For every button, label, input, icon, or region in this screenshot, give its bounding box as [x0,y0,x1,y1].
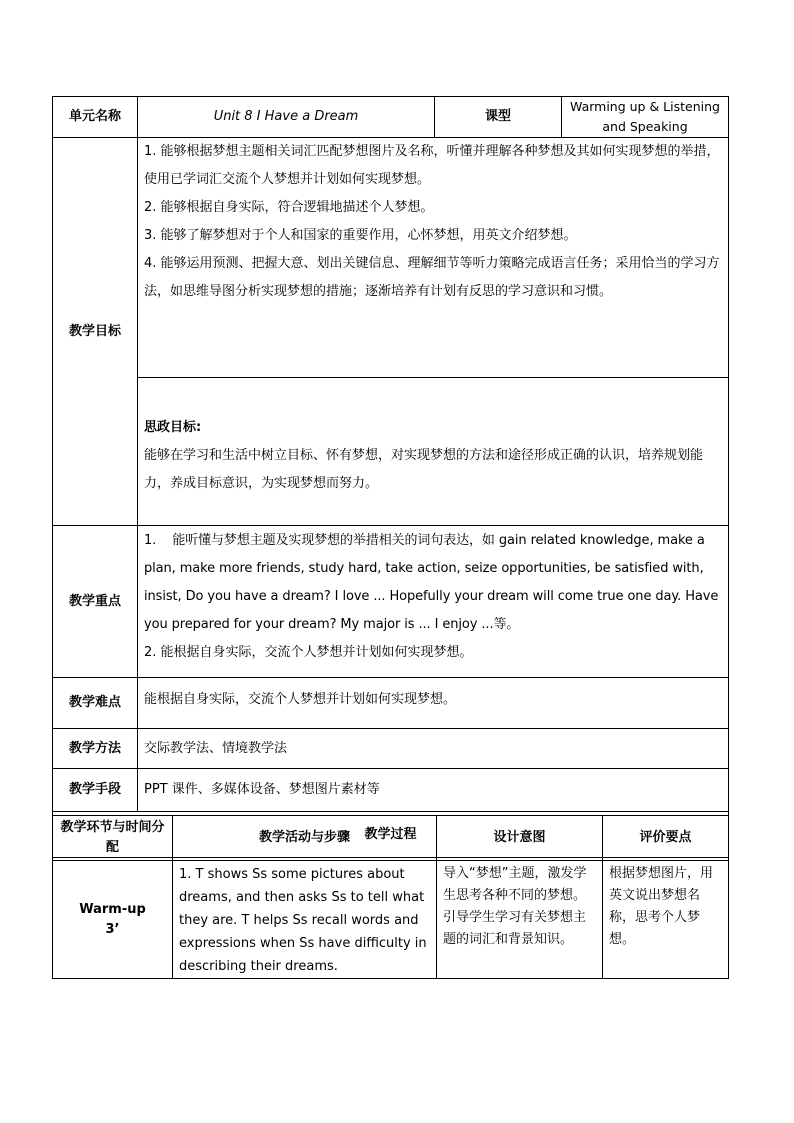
ideology-cell [138,378,729,526]
process-table [52,815,729,979]
method-row [53,729,729,769]
objective-item-3: 3. 能够了解梦想对于个人和国家的重要作用，心怀梦想，用英文介绍梦想。 [144,228,577,243]
key-point-item-1: 1. 能听懂与梦想主题及实现梦想的举措相关的词句表达，如 gain related knowledge, make a plan, make more friends, study hard, take action, seize opportunities, be satisfied with, insist, Do you have a dream? I love ... Hopefully your dream will come true one day. Have you prepared for your dream? My major is ... I enjoy ...等。 [144,533,719,632]
objective-item-1: 1. 能够根据梦想主题相关词汇匹配梦想图片及名称，听懂并理解各种梦想及其如何实现梦想的举措，使用已学词汇交流个人梦想并计划如何实现梦想。 [144,144,720,187]
means-value: PPT 课件、多媒体设备、梦想图片素材等 [138,769,729,812]
ideology-title: 思政目标: [144,420,202,435]
key-points-label: 教学重点 [53,526,138,678]
ideology-row [53,378,729,526]
unit-row [53,97,729,138]
ideology-text: 能够在学习和生活中树立目标、怀有梦想，对实现梦想的方法和途径形成正确的认识，培养规划能力，养成目标意识，为实现梦想而努力。 [144,448,704,491]
method-label: 教学方法 [53,729,138,769]
key-points-row [53,526,729,678]
means-row [53,769,729,812]
means-label: 教学手段 [53,769,138,812]
key-points-cell [138,526,729,678]
activity-cell: 1. T shows Ss some pictures about dreams, and then asks Ss to tell what they are. T helps Ss recall words and expressions when Ss have difficulty in describing their dreams. [173,861,437,979]
stage-cell [53,861,173,979]
design-cell: 导入“梦想”主题，激发学生思考各种不同的梦想。引导学生学习有关梦想主题的词汇和背景知识。 [437,861,603,979]
stage-time: 3’ [105,921,120,937]
stage-name: Warm-up [79,901,146,917]
header-activity: 教学活动与步骤 [173,816,437,861]
unit-value: Unit 8 I Have a Dream [138,97,435,138]
process-header-row [53,816,729,861]
difficulty-label: 教学难点 [53,678,138,729]
header-evaluation: 评价要点 [603,816,729,861]
objective-item-4: 4. 能够运用预测、把握大意、划出关键信息、理解细节等听力策略完成语言任务；采用恰当的学习方法，如思维导图分析实现梦想的措施；逐渐培养有计划有反思的学习意识和习惯。 [144,256,720,299]
objective-item-2: 2. 能够根据自身实际，符合逻辑地描述个人梦想。 [144,200,434,215]
type-value: Warming up & Listening and Speaking [562,97,729,138]
objectives-label: 教学目标 [53,138,138,526]
header-design: 设计意图 [437,816,603,861]
objectives-cell [138,138,729,378]
process-row [53,861,729,979]
difficulty-value: 能根据自身实际，交流个人梦想并计划如何实现梦想。 [138,678,729,729]
objectives-row [53,138,729,378]
header-stage: 教学环节与时间分配 [53,816,173,861]
process-title: 教学过程 [53,812,729,858]
method-value: 交际教学法、情境教学法 [138,729,729,769]
type-label: 课型 [435,97,562,138]
key-point-item-2: 2. 能根据自身实际，交流个人梦想并计划如何实现梦想。 [144,645,473,660]
difficulty-row [53,678,729,729]
unit-label: 单元名称 [53,97,138,138]
lesson-info-table [52,96,729,858]
evaluation-cell: 根据梦想图片，用英文说出梦想名称，思考个人梦想。 [603,861,729,979]
